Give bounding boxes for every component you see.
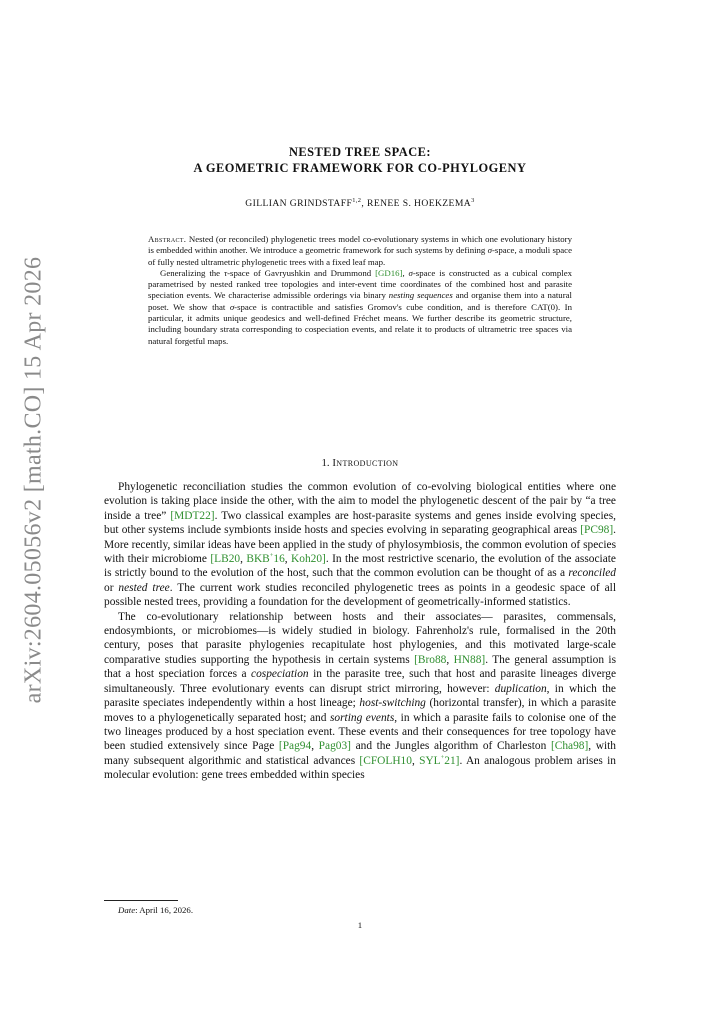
citation-link[interactable]: Koh20]	[291, 553, 326, 566]
citation-link[interactable]: [Pag94	[278, 740, 312, 753]
citation-link[interactable]: [LB20	[210, 553, 241, 566]
arxiv-identifier-text: arXiv:2604.05056v2 [math.CO] 15 Apr 2026	[20, 256, 47, 704]
citation-link[interactable]: BKB+16	[246, 552, 285, 566]
abstract	[148, 234, 572, 347]
footnote-text: : April 16, 2026.	[135, 905, 194, 915]
citation-link[interactable]: [PC98]	[580, 524, 614, 537]
section-number: 1.	[321, 457, 333, 469]
intro-paragraph-1: Phylogenetic reconciliation studies the common evolution of co-evolving biological entities where one evolution is taking place inside the other, with the aim to model the phylogenetic descent of the pair by “a tree inside a tree” [MDT22]. Two classical examples are host-parasite systems and genes inside evolving species, but other systems include symbionts inside hosts and species evolving in separating geographical areas [PC98]. More recently, similar ideas have been applied in the study of phylosymbiosis, the common evolution of species with their microbiome [LB20, BKB+16, Koh20]. In the most restrictive scenario, the evolution of the associate is strictly bound to the evolution of the host, such that the common evolution can be thought of as a reconciled or nested tree. The current work studies reconciled phylogenetic trees as points in a geodesic space of all possible nested trees, providing a foundation for the development of geometrically-informed statistics.	[104, 481, 616, 609]
citation-link[interactable]: [CFOLH10	[359, 754, 412, 767]
citation-link[interactable]: HN88]	[453, 653, 486, 666]
title-line-1: NESTED TREE SPACE:	[288, 145, 432, 159]
abstract-label: Abstract.	[148, 234, 187, 244]
page-number: 1	[357, 920, 363, 930]
footnote-divider	[104, 900, 178, 901]
footnote-label: Date	[118, 905, 136, 915]
author-2-name: RENEE S. HOEKZEMA	[367, 198, 472, 209]
citation-link[interactable]: [GD16]	[375, 267, 403, 278]
date-footnote	[118, 905, 193, 915]
citation-link[interactable]: [MDT22]	[170, 509, 215, 522]
title-line-2: A GEOMETRIC FRAMEWORK FOR CO-PHYLOGENY	[193, 161, 527, 175]
section-title: Introduction	[332, 457, 399, 469]
arxiv-identifier-stamp	[14, 256, 54, 704]
citation-link[interactable]: [Cha98]	[550, 740, 589, 753]
author-separator: ,	[361, 198, 368, 209]
intro-paragraph-2: The co-evolutionary relationship between hosts and their associates— parasites, commensals, endosymbionts, or microbiomes—is widely studied in biology. Fahrenholz's rule, formalised in the 20th century, poses that parasite phylogenies recapitulate host phylogenies, and this motivated large-scale comparative studies supporting the hypothesis in certain systems [Bro88, HN88]. The general assumption is that a host speciation forces a cospeciation in the parasite tree, such that host and parasite lineages diverge simultaneously. Three evolutionary events can disrupt strict mirroring, however: duplication, in which the parasite speciates independently within a host lineage; host-switching (horizontal transfer), in which a parasite moves to a phylogenetically separated host; and sorting events, in which a parasite fails to colonise one of the two lineages produced by a host speciation event. These events and their consequences for tree topology have been studied extensively since Page [Pag94, Pag03] and the Jungles algorithm of Charleston [Cha98], with many subsequent algorithmic and statistical advances [CFOLH10, SYL+21]. An analogous problem arises in molecular evolution: gene trees embedded within species	[104, 610, 617, 782]
author-1-name: GILLIAN GRINDSTAFF	[245, 198, 353, 209]
introduction-body	[104, 480, 616, 783]
paper-title	[104, 144, 616, 176]
citation-link[interactable]: Pag03]	[318, 740, 351, 753]
author-list	[104, 198, 616, 209]
citation-link[interactable]: [Bro88	[414, 653, 447, 666]
author-2-affiliation: 3	[471, 196, 475, 204]
author-1-affiliation: 1,2	[352, 196, 362, 204]
abstract-paragraph-2: Generalizing the τ-space of Gavryushkin and Drummond [GD16], σ-space is constructed as a cubical complex parametrised by nested ranked tree topologies and inter-event time coordinates of the combined host and parasite speciation events. We characterise admissible orderings via binary nesting sequences and organise them into a natural poset. We show that σ-space is contractible and satisfies Gromov's cube condition, and is therefore CAT(0). In particular, it admits unique geodesics and well-defined Fréchet means. We further describe its geometric structure, including boundary strata corresponding to cospeciation events, and relate it to products of ultrametric tree spaces via natural forgetful maps.	[148, 267, 573, 346]
abstract-paragraph-1: Abstract. Nested (or reconciled) phylogenetic trees model co-evolutionary systems in which one evolutionary history is embedded within another. We introduce a geometric framework for such systems by defining σ-space, a moduli space of fully nested ultrametric phylogenetic trees with a fixed leaf map.	[148, 234, 572, 267]
citation-link[interactable]: SYL+21]	[419, 753, 460, 767]
section-heading-introduction	[104, 457, 616, 469]
